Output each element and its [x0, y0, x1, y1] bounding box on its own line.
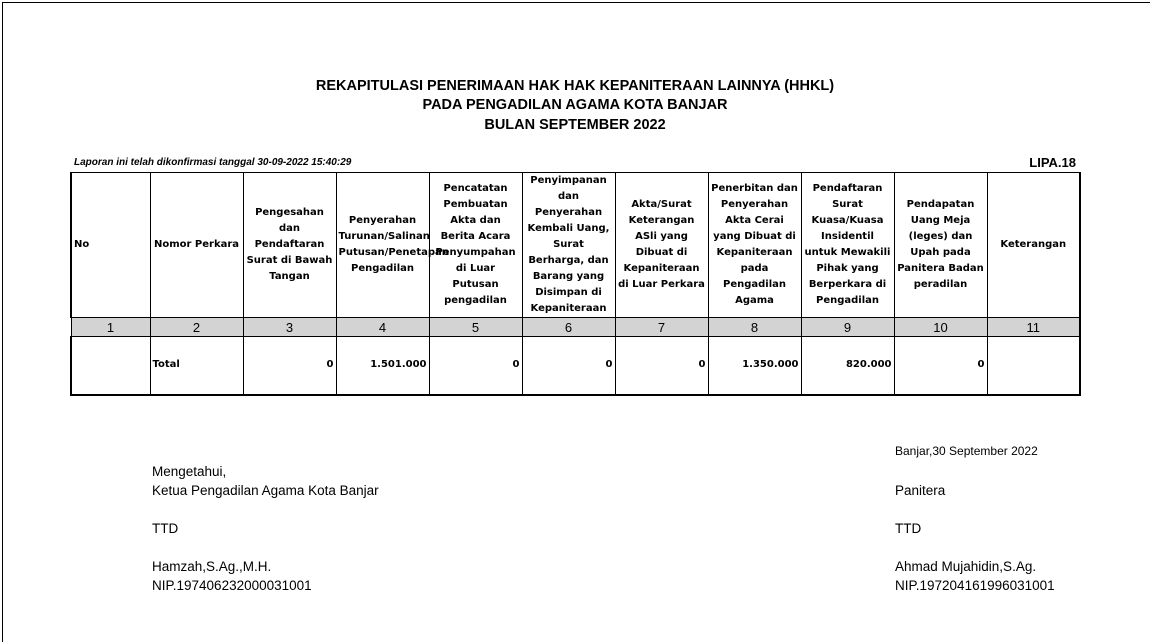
total-label: Total: [150, 337, 243, 395]
left-signature-ttd: TTD: [152, 521, 179, 536]
left-signature-intro: Mengetahui,: [152, 464, 227, 479]
report-code: LIPA.18: [1029, 155, 1076, 170]
column-number: 9: [801, 318, 894, 337]
total-value: 0: [894, 337, 987, 395]
total-value: 0: [522, 337, 615, 395]
column-number: 8: [708, 318, 801, 337]
header-cell: Pendaftaran Surat Kuasa/Kuasa Insidentil untuk Mewakili Pihak yang Berperkara di Pengadilan: [801, 173, 894, 318]
right-signatory-nip: NIP.197204161996031001: [895, 578, 1055, 593]
total-keterangan: [987, 337, 1080, 395]
total-value: 0: [615, 337, 708, 395]
total-value: 820.000: [801, 337, 894, 395]
right-signatory-name: Ahmad Mujahidin,S.Ag.: [895, 559, 1037, 574]
total-value: 1.501.000: [336, 337, 429, 395]
column-number: 7: [615, 318, 708, 337]
confirmation-note: Laporan ini telah dikonfirmasi tanggal 30-09-2022 15:40:29: [74, 157, 352, 168]
column-number: 2: [150, 318, 243, 337]
header-cell: Akta/Surat Keterangan ASli yang Dibuat di Kepaniteraan di Luar Perkara: [615, 173, 708, 318]
column-number: 6: [522, 318, 615, 337]
header-cell: Pendapatan Uang Meja (leges) dan Upah pada Panitera Badan peradilan: [894, 173, 987, 318]
total-row: [71, 337, 1080, 395]
right-signature-ttd: TTD: [895, 521, 922, 536]
total-value: 0: [243, 337, 336, 395]
header-cell: Penyimpanan dan Penyerahan Kembali Uang, Surat Berharga, dan Barang yang Disimpan di Kepaniteraan: [522, 173, 615, 318]
table-header-row: [71, 173, 1080, 318]
column-number: 5: [429, 318, 522, 337]
total-value: 1.350.000: [708, 337, 801, 395]
report-subtitle-court: PADA PENGADILAN AGAMA KOTA BANJAR: [422, 97, 728, 113]
column-number: 3: [243, 318, 336, 337]
report-title: REKAPITULASI PENERIMAAN HAK HAK KEPANITERAAN LAINNYA (HHKL): [315, 78, 835, 94]
left-signatory-name: Hamzah,S.Ag.,M.H.: [152, 559, 272, 574]
header-cell: Penyerahan Turunan/Salinan Putusan/Penetapan Pengadilan: [336, 173, 429, 318]
header-cell: Nomor Perkara: [150, 173, 243, 318]
right-signature-role: Panitera: [895, 483, 946, 498]
header-cell: Pengesahan dan Pendaftaran Surat di Bawah Tangan: [243, 173, 336, 318]
signature-date: Banjar,30 September 2022: [895, 444, 1038, 458]
column-number: 4: [336, 318, 429, 337]
column-number: 11: [987, 318, 1080, 337]
column-number: 10: [894, 318, 987, 337]
report-subtitle-period: BULAN SEPTEMBER 2022: [484, 117, 666, 133]
total-no-cell: [71, 337, 150, 395]
recap-table: [70, 172, 1081, 396]
header-cell: Pencatatan Pembuatan Akta dan Berita Acara Penyumpahan di Luar Putusan pengadilan: [429, 173, 522, 318]
column-number-row: [71, 318, 1080, 337]
header-cell: No: [71, 173, 150, 318]
header-cell: Keterangan: [987, 173, 1080, 318]
total-value: 0: [429, 337, 522, 395]
header-cell: Penerbitan dan Penyerahan Akta Cerai yang Dibuat di Kepaniteraan pada Pengadilan Agama: [708, 173, 801, 318]
left-signatory-nip: NIP.197406232000031001: [152, 578, 312, 593]
column-number: 1: [71, 318, 150, 337]
left-signature-role: Ketua Pengadilan Agama Kota Banjar: [152, 483, 379, 498]
